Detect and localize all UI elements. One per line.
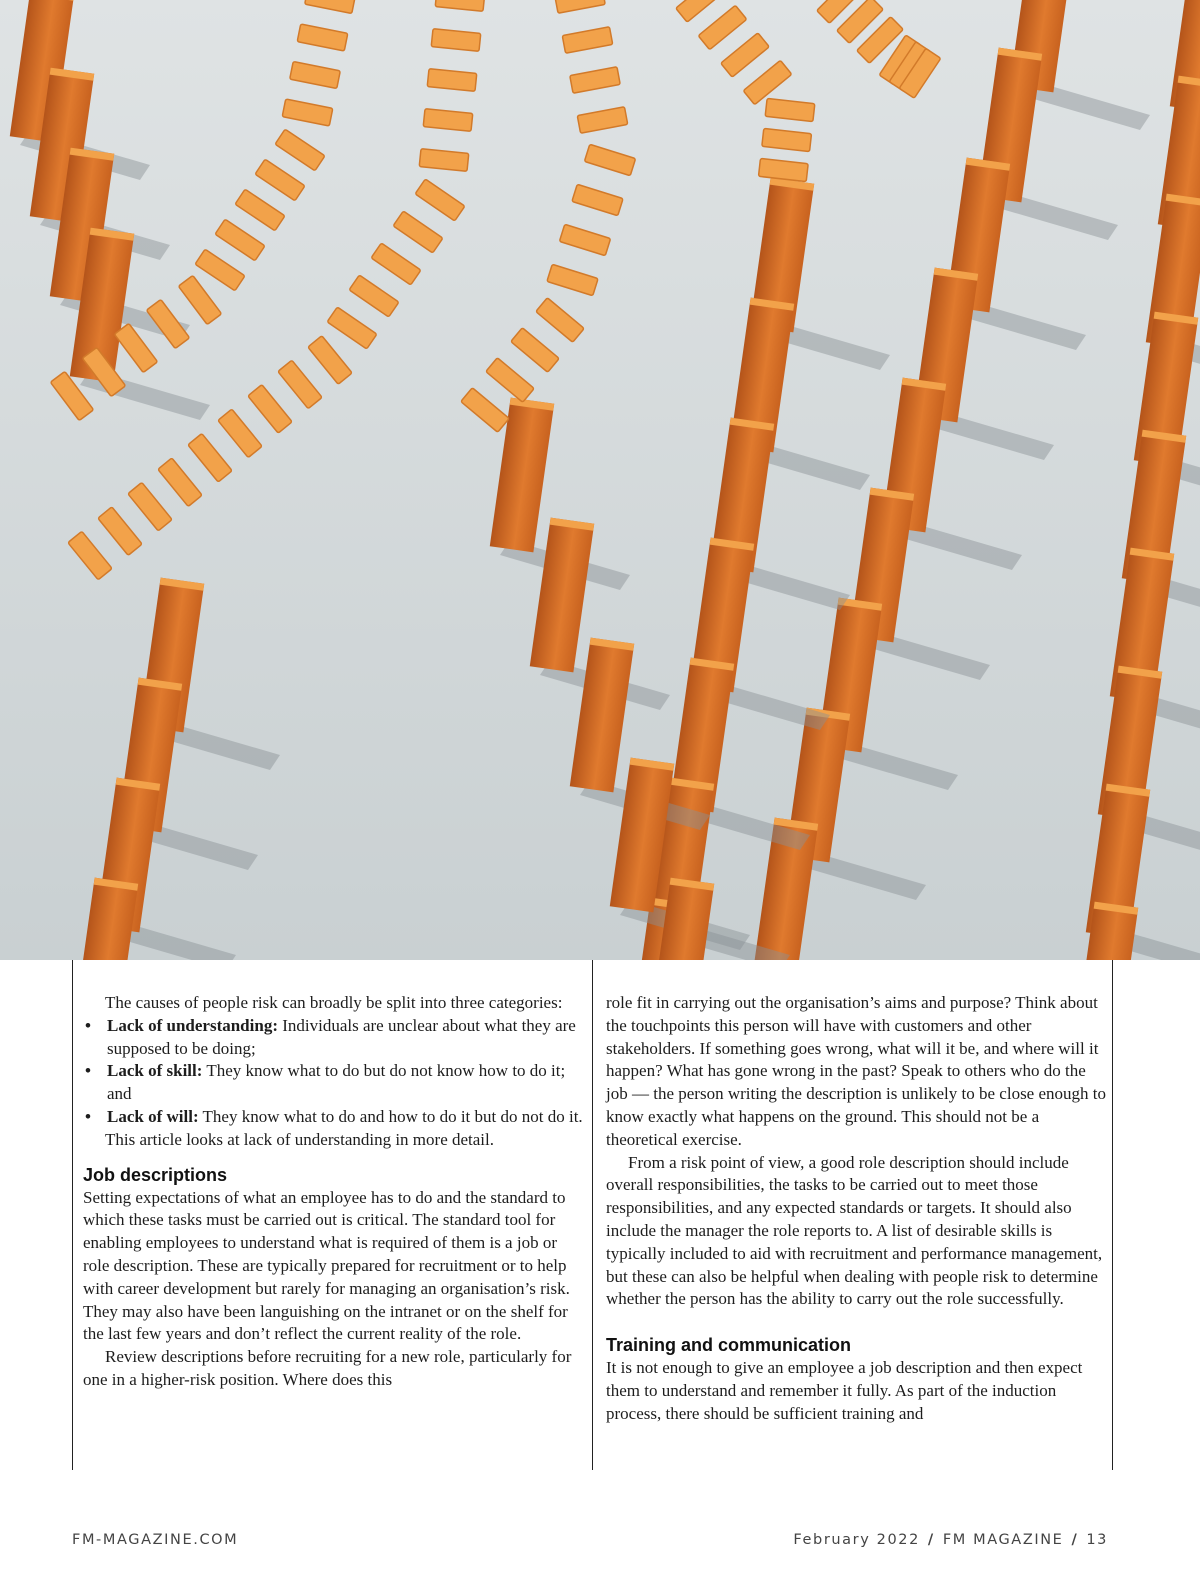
list-item-term: Lack of skill: <box>107 1061 203 1081</box>
list-item-term: Lack of will: <box>107 1106 199 1126</box>
right-column-rule <box>1112 960 1113 1470</box>
footer-issue-info <box>793 1532 1108 1548</box>
column2-paragraph-2: From a risk point of view, a good role description should include overall responsibilities, the tasks to be carried out to meet those responsibilities, and any expected standards or targets. It should also include the manager the role reports to. A list of desirable skills is typically included to aid with recruitment and performance management, but these can also be helpful when dealing with people risk to determine whether the person has the ability to carry out the role successfully. <box>606 1152 1103 1309</box>
list-item-text: Individuals are unclear about what they are supposed to be doing; <box>107 1015 576 1058</box>
left-column-rule <box>72 960 73 1470</box>
footer-site: FM-MAGAZINE.COM <box>72 1532 239 1548</box>
column2-paragraph-1: role fit in carrying out the organisation’s aims and purpose? Think about the touchpoints this person will have with customers and other stakeholders. If something goes wrong, what will it be, and where will it happen? What has gone wrong in the past? Speak to others who do the job — the person writing the description is unlikely to be close enough to know exactly what happens on the ground. This should not be a theoretical exercise. <box>606 993 1106 1149</box>
list-item <box>83 1106 583 1129</box>
list-item-term: Lack of understanding: <box>107 1015 278 1035</box>
list-item <box>83 1015 583 1061</box>
footer-separator: / <box>927 1532 935 1548</box>
footer-publication: FM MAGAZINE <box>942 1532 1064 1548</box>
bullet-icon: • <box>85 1061 91 1081</box>
fallen-domino <box>423 109 473 132</box>
section-heading-training: Training and communication <box>606 1335 852 1356</box>
list-item <box>83 1060 583 1106</box>
job-descriptions-paragraph-1: Setting expectations of what an employee has to do and the standard to which these tasks must be carried out is critical. The standard tool for enabling employees to understand what is required of them is a job or role description. These are typically prepared for recruitment or to help with career development but rarely for managing an organisation’s risk. They may also have been languishing on the intranet or on the shelf for the last few years and don’t reflect the current reality of the role. <box>83 1187 570 1344</box>
job-descriptions-paragraph-2: Review descriptions before recruiting for a new role, particularly for one in a higher-risk position. Where does this <box>83 1347 572 1389</box>
list-item-text: They know what to do but do not know how to do it; and <box>107 1061 566 1104</box>
bullet-icon: • <box>85 1015 91 1035</box>
intro-paragraph: The causes of people risk can broadly be split into three categories: <box>105 993 563 1012</box>
list-item-text: They know what to do and how to do it but do not do it. <box>198 1106 583 1126</box>
footer-page-number: 13 <box>1086 1532 1108 1548</box>
fallen-domino <box>431 29 481 52</box>
training-paragraph-1: It is not enough to give an employee a job description and then expect them to understand and remember it fully. As part of the induction process, there should be sufficient training and <box>606 1358 1083 1423</box>
footer-issue-date: February 2022 <box>793 1532 920 1548</box>
causes-list <box>83 1015 583 1129</box>
intro-closing-paragraph: This article looks at lack of understanding in more detail. <box>105 1129 494 1149</box>
article-column-left <box>83 992 583 1392</box>
fallen-domino <box>427 69 477 92</box>
section-heading-job-descriptions: Job descriptions <box>83 1164 228 1185</box>
fallen-domino <box>419 149 469 172</box>
center-column-rule <box>592 960 593 1470</box>
article-column-right <box>606 992 1106 1426</box>
footer-separator: / <box>1071 1532 1079 1548</box>
bullet-icon: • <box>85 1106 91 1126</box>
